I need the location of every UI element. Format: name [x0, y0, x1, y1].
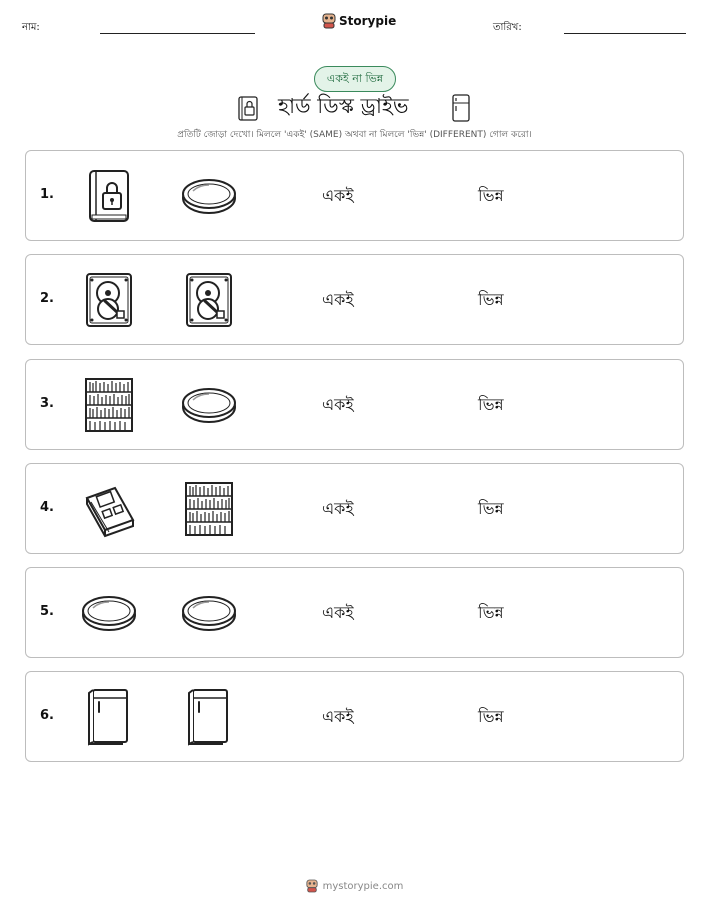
lock-book-icon: [234, 94, 262, 122]
mascot-icon: [306, 879, 318, 893]
question-number: 6.: [40, 708, 54, 723]
question-number: 4.: [40, 500, 54, 515]
option-same[interactable]: একই: [322, 603, 354, 622]
hard-disk-icon: [181, 271, 237, 329]
option-different[interactable]: ভিন্ন: [478, 186, 504, 205]
disc-icon: [181, 167, 237, 225]
option-different[interactable]: ভিন্ন: [478, 290, 504, 309]
bookshelf-icon: [181, 480, 237, 538]
brand-logo: [322, 13, 396, 29]
title-row: [0, 92, 709, 122]
category-badge: একই না ভিন্ন: [314, 66, 396, 92]
hard-disk-icon: [81, 271, 137, 329]
disc-icon: [81, 584, 137, 642]
disc-icon: [181, 584, 237, 642]
question-row: [25, 150, 684, 241]
option-same[interactable]: একই: [322, 186, 354, 205]
question-number: 3.: [40, 396, 54, 411]
question-row: [25, 567, 684, 658]
date-line[interactable]: [564, 33, 686, 34]
question-row: [25, 463, 684, 554]
date-label: তারিখ:: [493, 22, 522, 33]
fridge-icon: [181, 688, 237, 746]
instructions: প্রতিটি জোড়া দেখো। মিললে 'একই' (SAME) অথবা না মিললে 'ভিন্ন' (DIFFERENT) গোল করো।: [177, 130, 532, 140]
mascot-icon: [322, 13, 336, 29]
option-same[interactable]: একই: [322, 395, 354, 414]
question-number: 5.: [40, 604, 54, 619]
option-different[interactable]: ভিন্ন: [478, 603, 504, 622]
option-different[interactable]: ভিন্ন: [478, 395, 504, 414]
question-row: [25, 671, 684, 762]
fridge-icon: [81, 688, 137, 746]
footer-url[interactable]: mystorypie.com: [322, 880, 404, 892]
footer: [0, 879, 709, 893]
name-line[interactable]: [100, 33, 255, 34]
disc-icon: [181, 376, 237, 434]
option-same[interactable]: একই: [322, 707, 354, 726]
name-label: নাম:: [22, 22, 40, 33]
question-number: 2.: [40, 291, 54, 306]
question-row: [25, 359, 684, 450]
question-row: [25, 254, 684, 345]
question-number: 1.: [40, 187, 54, 202]
option-different[interactable]: ভিন্ন: [478, 707, 504, 726]
fridge-icon: [449, 93, 473, 123]
page-title: হার্ড ডিস্ক ড্রাইভ: [278, 94, 409, 118]
bookshelf-icon: [81, 376, 137, 434]
brand-name: Storypie: [339, 14, 397, 28]
option-different[interactable]: ভিন্ন: [478, 499, 504, 518]
lock-book-icon: [81, 167, 137, 225]
book-icon: [81, 480, 137, 538]
option-same[interactable]: একই: [322, 290, 354, 309]
option-same[interactable]: একই: [322, 499, 354, 518]
